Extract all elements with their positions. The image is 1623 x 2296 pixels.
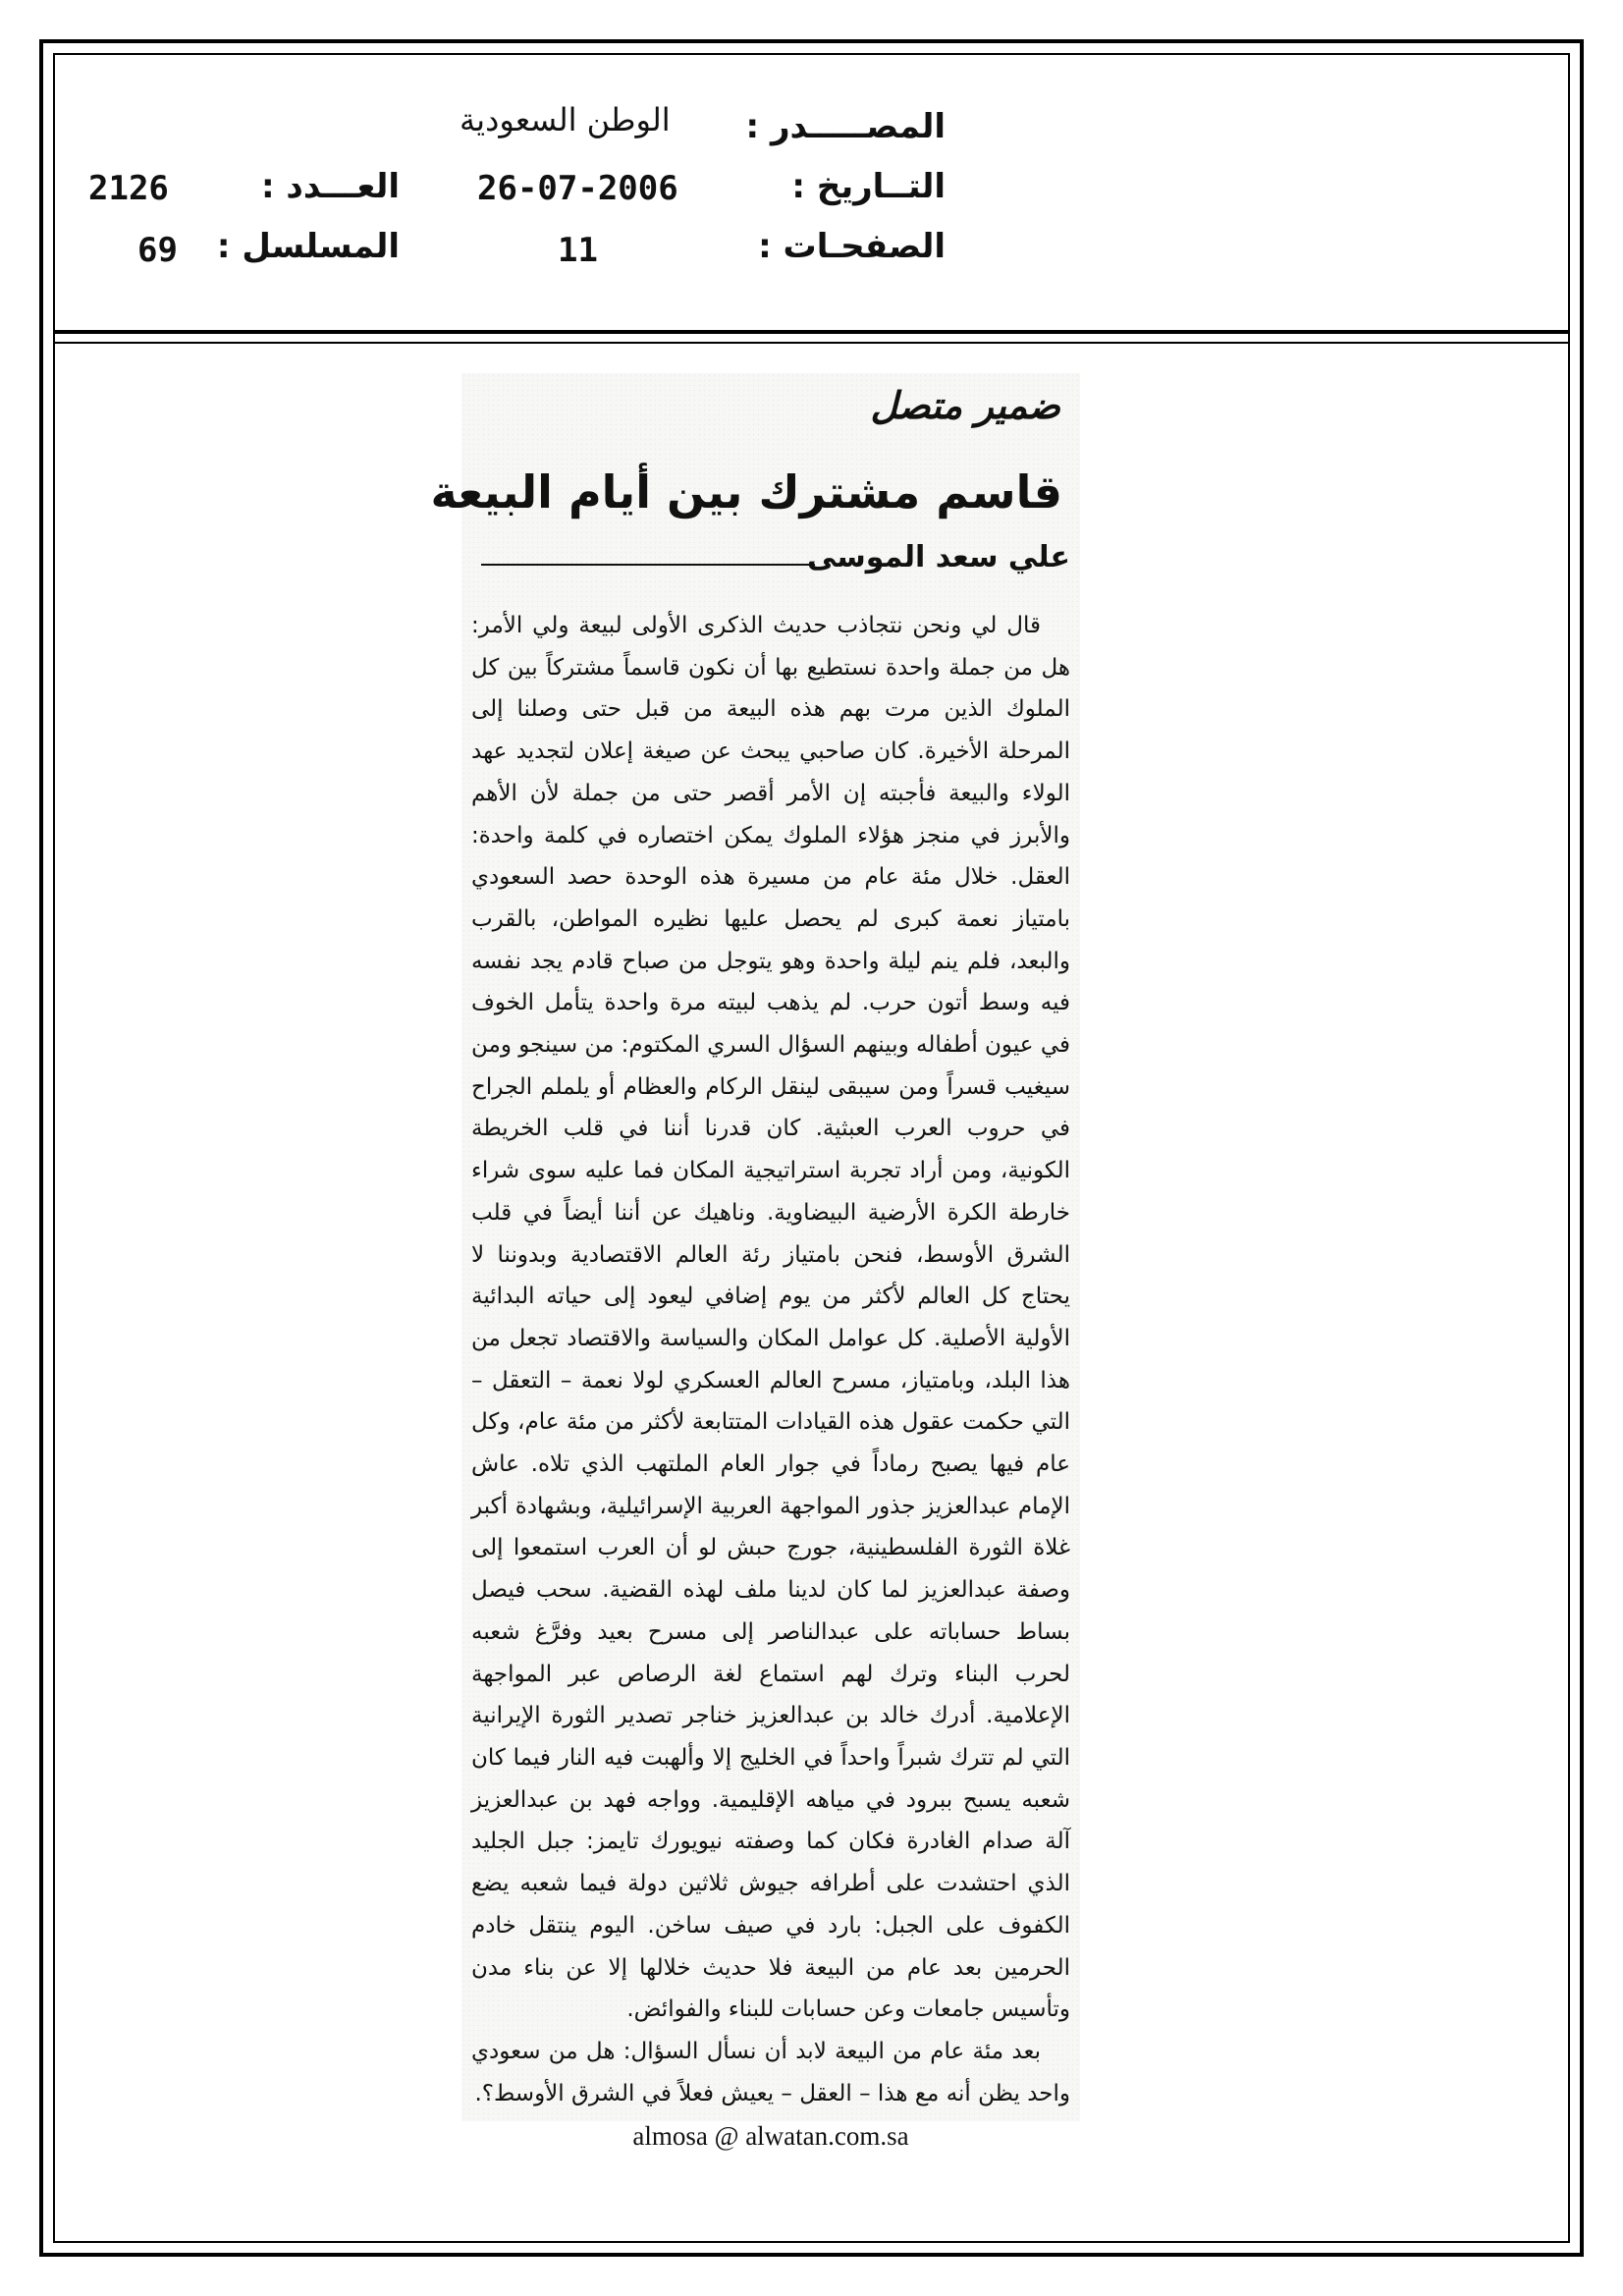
date-value: 26-07-2006 (477, 169, 678, 208)
source-value: الوطن السعودية (460, 101, 671, 138)
serial-value: 69 (137, 231, 178, 270)
issue-label: العـــدد : (261, 167, 400, 206)
date-label: التــاريخ : (791, 167, 946, 206)
source-label: المصـــــدر : (745, 107, 946, 146)
article-headline: قاسم مشترك بين أيام البيعة (430, 465, 1062, 519)
pages-label: الصفحـات : (758, 227, 946, 266)
article-clipping (430, 373, 1080, 2121)
issue-value: 2126 (88, 169, 169, 208)
header-divider (55, 330, 1568, 344)
serial-label: المسلسل : (216, 227, 400, 266)
article-paragraph-1: قال لي ونحن نتجاذب حديث الذكرى الأولى لبيعة ولي الأمر: هل من جملة واحدة نستطيع بها أن نكون قاسماً مشتركاً بين كل الملوك الذين مرت بهم هذه البيعة من قبل حتى وصلنا إلى المرحلة الأخيرة. كان صاحبي يبحث عن صيغة إعلان لتجديد عهد الولاء والبيعة فأجبته إن الأمر أقصر حتى من جملة لأن الأهم والأبرز في منجز هؤلاء الملوك يمكن اختصاره في كلمة واحدة: العقل. خلال مئة عام من مسيرة هذه الوحدة حصد السعودي بامتياز نعمة كبرى لم يحصل عليها نظيره المواطن، بالقرب والبعد، فلم ينم ليلة واحدة وهو يتوجل من صباح قادم يجد نفسه فيه وسط أتون حرب. لم يذهب لبيته مرة واحدة يتأمل الخوف في عيون أطفاله وبينهم السؤال السري المكتوم: من سينجو ومن سيغيب قسراً ومن سيبقى لينقل الركام والعظام أو يلملم الجراح في حروب العرب العبثية. كان قدرنا أننا في قلب الخريطة الكونية، ومن أراد تجربة استراتيجية المكان فما عليه سوى شراء خارطة الكرة الأرضية البيضاوية. وناهيك عن أننا أيضاً في قلب الشرق الأوسط، فنحن بامتياز رئة العالم الاقتصادية وبدوننا لا يحتاج كل العالم لأكثر من يوم إضافي ليعود إلى حياته البدائية الأولية الأصلية. كل عوامل المكان والسياسة والاقتصاد تجعل من هذا البلد، وبامتياز، مسرح العالم العسكري لولا نعمة – التعقل – التي حكمت عقول هذه القيادات المتتابعة لأكثر من مئة عام، وكل عام فيها يصبح رماداً في جوار العام الملتهب الذي تلاه. عاش الإمام عبدالعزيز جذور المواجهة العربية الإسرائيلية، وبشهادة أكبر غلاة الثورة الفلسطينية، جورج حبش لو أن العرب استمعوا إلى وصفة عبدالعزيز لما كان لدينا ملف لهذه القضية. سحب فيصل بساط حساباته على عبدالناصر إلى مسرح بعيد وفرَّغ شعبه لحرب البناء وترك لهم استماع لغة الرصاص عبر المواجهة الإعلامية. أدرك خالد بن عبدالعزيز خناجر تصدير الثورة الإيرانية التي لم تترك شبراً واحداً في الخليج إلا وألهبت فيه النار فيما كان شعبه يسبح ببرود في مياهه الإقليمية. وواجه فهد بن عبدالعزيز آلة صدام الغادرة فكان كما وصفته نيويورك تايمز: جبل الجليد الذي احتشدت على أطرافه جيوش ثلاثين دولة فيما شعبه يضع الكفوف على الجبل: بارد في صيف ساخن. اليوم ينتقل خادم الحرمين بعد عام من البيعة فلا حديث خلالها إلا عن بناء مدن وتأسيس جامعات وعن حسابات للبناء والفوائض. (471, 613, 1070, 2023)
byline-row (461, 540, 1070, 579)
article-paragraph-2: بعد مئة عام من البيعة لابد أن نسأل السؤال: هل من سعودي واحد يظن أنه مع هذا – العقل – يعيش فعلاً في الشرق الأوسط؟. (471, 2038, 1070, 2106)
column-label: ضمير متصل (870, 383, 1060, 427)
byline-rule (481, 564, 815, 566)
article-byline: علي سعد الموسى (806, 540, 1070, 574)
pages-value: 11 (558, 231, 598, 270)
author-email: almosa @ alwatan.com.sa (632, 2121, 909, 2151)
article-body (471, 605, 1070, 2114)
